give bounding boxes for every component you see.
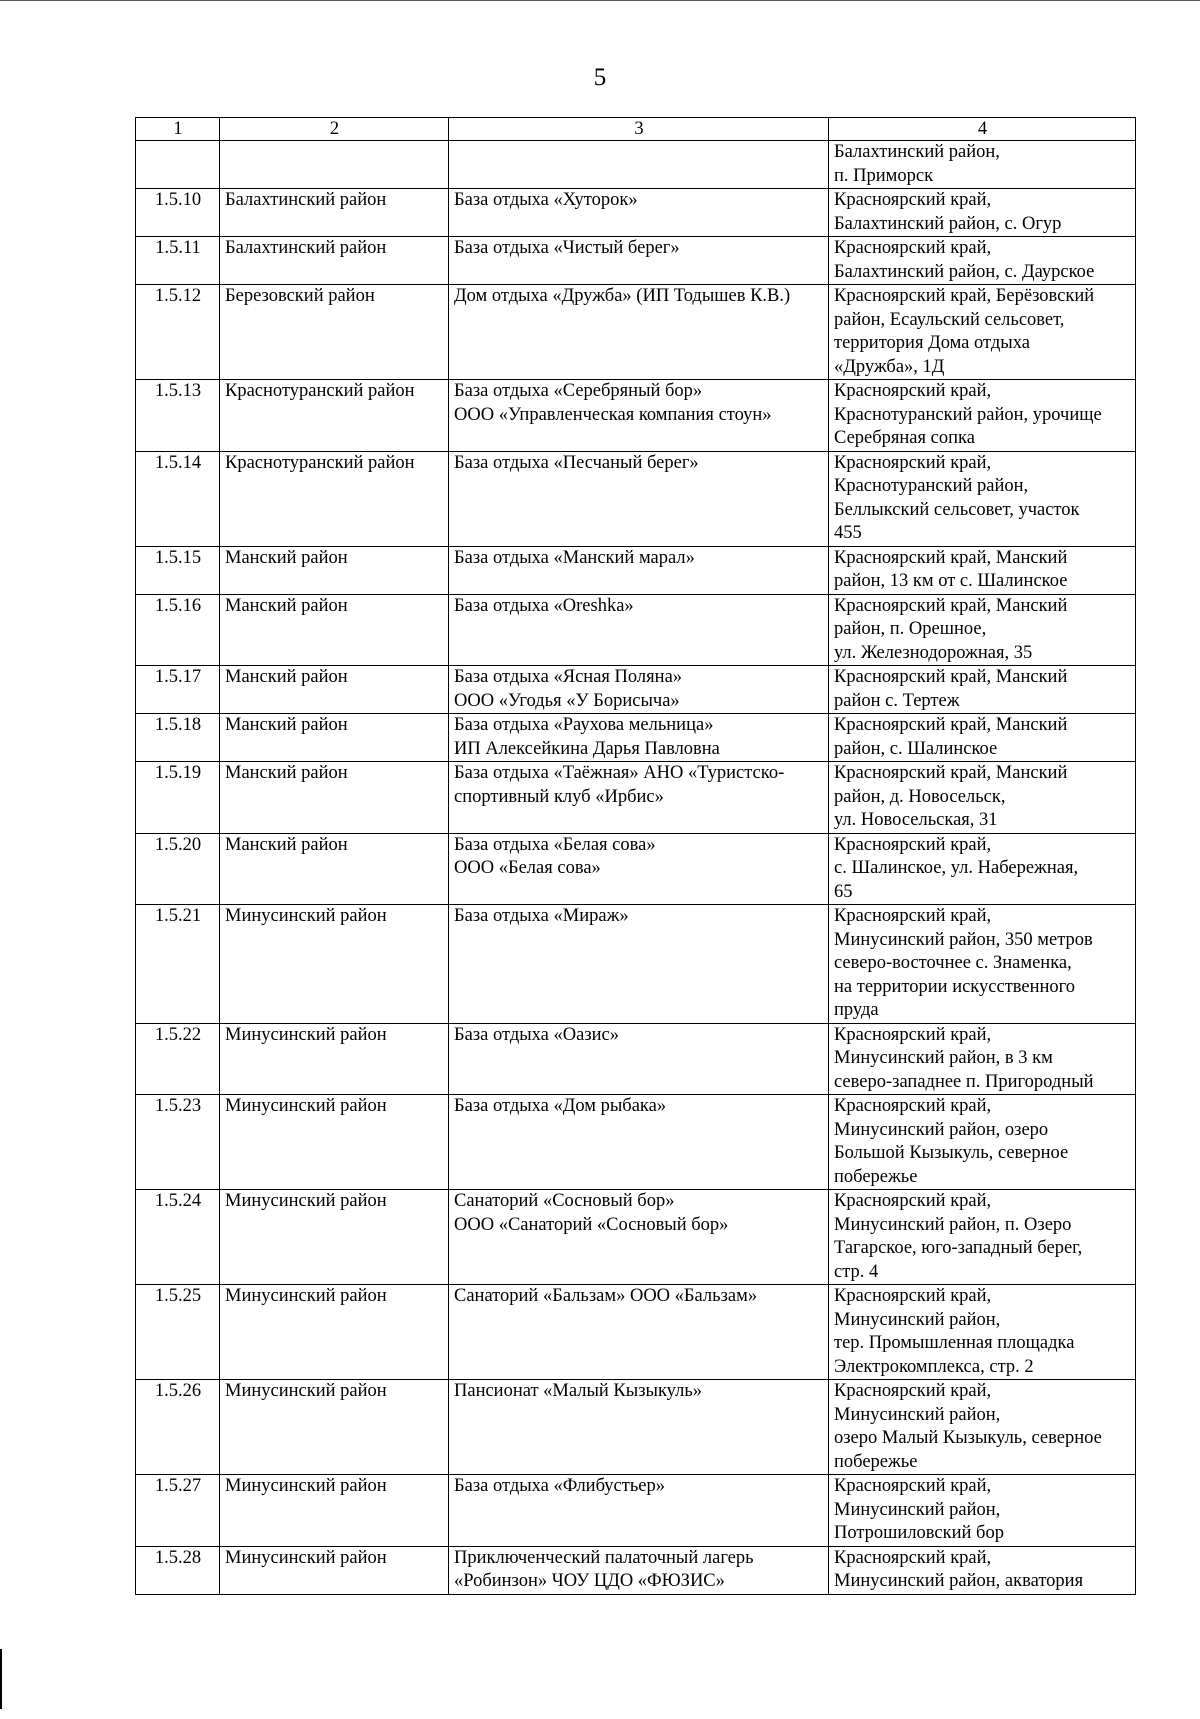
address-line: Минусинский район, — [834, 1499, 1001, 1520]
address-cell — [829, 905, 1136, 1024]
address-cell — [829, 1546, 1136, 1594]
address-line: Красноярский край, — [834, 1191, 992, 1211]
address-line: ул. Новосельская, 31 — [834, 810, 998, 830]
row-number: 1.5.20 — [136, 833, 220, 905]
facility-name-line: «Робинзон» ЧОУ ЦДО «ФЮЗИС» — [454, 1571, 725, 1591]
row-number: 1.5.28 — [136, 1546, 220, 1594]
facility-name-line: Приключенческий палаточный лагерь — [454, 1547, 754, 1568]
address-line: северо-восточнее с. Знаменка, — [834, 953, 1072, 973]
table-row — [136, 762, 1136, 834]
address-cell — [829, 380, 1136, 452]
facility-name-cell — [449, 285, 829, 380]
address-line: Тагарское, юго-западный берег, — [834, 1238, 1083, 1258]
row-number: 1.5.27 — [136, 1475, 220, 1547]
address-line: район, с. Шалинское — [834, 738, 998, 759]
district-cell: Краснотуранский район — [220, 380, 449, 452]
district-cell: Минусинский район — [220, 1023, 449, 1095]
row-number: 1.5.26 — [136, 1380, 220, 1475]
facility-name-cell — [449, 380, 829, 452]
facility-name-cell — [449, 833, 829, 905]
row-number: 1.5.23 — [136, 1095, 220, 1190]
district-cell: Краснотуранский район — [220, 451, 449, 546]
district-cell: Минусинский район — [220, 1190, 449, 1285]
facility-name-line: База отдыха «Хуторок» — [454, 190, 638, 210]
table-row — [136, 141, 1136, 189]
address-line: Красноярский край, — [834, 381, 992, 401]
row-number: 1.5.22 — [136, 1023, 220, 1095]
table-row — [136, 451, 1136, 546]
table-row — [136, 833, 1136, 905]
address-line: Электрокомплекса, стр. 2 — [834, 1356, 1034, 1377]
address-line: Красноярский край, Берёзовский — [834, 286, 1095, 306]
facility-name-line: спортивный клуб «Ирбис» — [454, 786, 664, 807]
row-number: 1.5.21 — [136, 905, 220, 1024]
district-cell: Манский район — [220, 546, 449, 594]
table-row — [136, 714, 1136, 762]
district-cell — [220, 141, 449, 189]
address-line: побережье — [834, 1166, 918, 1187]
address-cell — [829, 666, 1136, 714]
address-line: Красноярский край, — [834, 906, 992, 926]
table-row — [136, 1095, 1136, 1190]
address-line: ул. Железнодорожная, 35 — [834, 642, 1033, 663]
table-row — [136, 594, 1136, 666]
facility-name-line: ООО «Санаторий «Сосновый бор» — [454, 1214, 729, 1235]
scan-top-edge — [0, 0, 1200, 1]
facility-name-line: База отдыха «Раухова мельница» — [454, 715, 714, 735]
address-line: Красноярский край, Манский — [834, 763, 1068, 783]
address-line: Красноярский край, Манский — [834, 715, 1068, 735]
row-number: 1.5.11 — [136, 237, 220, 285]
address-line: озеро Малый Кызыкуль, северное — [834, 1428, 1102, 1448]
address-line: северо-западнее п. Пригородный — [834, 1071, 1094, 1092]
row-number: 1.5.19 — [136, 762, 220, 834]
row-number: 1.5.12 — [136, 285, 220, 380]
address-line: Красноярский край, Манский — [834, 667, 1068, 687]
facility-name-cell — [449, 1190, 829, 1285]
address-line: Минусинский район, — [834, 1404, 1001, 1425]
column-header: 1 — [136, 118, 220, 141]
table-row — [136, 1023, 1136, 1095]
column-header: 4 — [829, 118, 1136, 141]
facility-name-line: База отдыха «Таёжная» АНО «Туристско- — [454, 763, 785, 783]
table-row — [136, 1546, 1136, 1594]
address-line: с. Шалинское, ул. Набережная, — [834, 858, 1079, 878]
facility-name-cell — [449, 1546, 829, 1594]
district-cell: Манский район — [220, 762, 449, 834]
address-line: на территории искусственного — [834, 976, 1076, 997]
district-cell: Манский район — [220, 714, 449, 762]
address-cell — [829, 451, 1136, 546]
table-row — [136, 285, 1136, 380]
scan-left-edge — [0, 1649, 2, 1709]
facility-name-line: База отдыха «Флибустьер» — [454, 1476, 665, 1496]
facility-name-line: ИП Алексейкина Дарья Павловна — [454, 738, 720, 759]
address-line: Минусинский район, — [834, 1309, 1001, 1330]
facility-name-line: База отдыха «Белая сова» — [454, 834, 656, 855]
row-number: 1.5.15 — [136, 546, 220, 594]
district-cell: Манский район — [220, 666, 449, 714]
row-number — [136, 141, 220, 189]
facility-name-line: База отдыха «Чистый берег» — [454, 238, 680, 258]
district-cell: Минусинский район — [220, 1285, 449, 1380]
district-cell: Манский район — [220, 594, 449, 666]
facility-name-cell — [449, 594, 829, 666]
district-cell: Минусинский район — [220, 905, 449, 1024]
address-cell — [829, 189, 1136, 237]
facility-name-line: База отдыха «Дом рыбака» — [454, 1096, 667, 1116]
address-line: Серебряная сопка — [834, 428, 975, 448]
facility-name-line: Санаторий «Бальзам» ООО «Бальзам» — [454, 1286, 758, 1306]
address-cell — [829, 594, 1136, 666]
facility-name-line: База отдыха «Oreshka» — [454, 595, 634, 616]
address-cell — [829, 237, 1136, 285]
address-line: Красноярский край, — [834, 1286, 992, 1306]
row-number: 1.5.17 — [136, 666, 220, 714]
row-number: 1.5.24 — [136, 1190, 220, 1285]
facility-name-line: ООО «Угодья «У Борисыча» — [454, 690, 680, 711]
address-line: район с. Тертеж — [834, 690, 960, 711]
facility-name-cell — [449, 237, 829, 285]
facility-name-cell — [449, 1095, 829, 1190]
table-row — [136, 1190, 1136, 1285]
address-line: Красноярский край, — [834, 834, 992, 855]
address-cell — [829, 546, 1136, 594]
facility-name-line: База отдыха «Оазис» — [454, 1024, 620, 1045]
district-cell: Минусинский район — [220, 1475, 449, 1547]
address-line: Краснотуранский район, — [834, 476, 1029, 496]
facility-name-line: ООО «Белая сова» — [454, 858, 601, 878]
facility-name-cell — [449, 1475, 829, 1547]
facility-name-line: ООО «Управленческая компания стоун» — [454, 404, 772, 425]
facility-name-cell — [449, 714, 829, 762]
facility-name-cell — [449, 546, 829, 594]
address-line: Красноярский край, Манский — [834, 595, 1068, 616]
address-cell — [829, 833, 1136, 905]
facility-name-cell — [449, 451, 829, 546]
address-cell — [829, 1285, 1136, 1380]
table-row — [136, 905, 1136, 1024]
district-cell: Минусинский район — [220, 1380, 449, 1475]
table-row — [136, 666, 1136, 714]
address-line: Красноярский край, — [834, 1381, 992, 1401]
address-line: Минусинский район, п. Озеро — [834, 1214, 1072, 1235]
address-line: тер. Промышленная площадка — [834, 1333, 1075, 1353]
table-row — [136, 237, 1136, 285]
row-number: 1.5.13 — [136, 380, 220, 452]
table-body — [136, 141, 1136, 1595]
row-number: 1.5.14 — [136, 451, 220, 546]
address-line: Беллыкский сельсовет, участок — [834, 499, 1080, 520]
table-row — [136, 189, 1136, 237]
address-line: Балахтинский район, с. Огур — [834, 213, 1062, 234]
address-line: район, Есаульский сельсовет, — [834, 309, 1065, 330]
facility-name-cell — [449, 905, 829, 1024]
row-number: 1.5.16 — [136, 594, 220, 666]
facility-name-cell — [449, 762, 829, 834]
address-line: Большой Кызыкуль, северное — [834, 1143, 1069, 1163]
address-line: пруда — [834, 1000, 879, 1020]
facility-name-line: Санаторий «Сосновый бор» — [454, 1191, 675, 1211]
facility-name-line: База отдыха «Ясная Поляна» — [454, 667, 683, 687]
address-line: Минусинский район, в 3 км — [834, 1048, 1053, 1068]
address-line: стр. 4 — [834, 1261, 879, 1282]
facility-name-cell — [449, 189, 829, 237]
table-row — [136, 546, 1136, 594]
address-line: 65 — [834, 881, 853, 902]
address-line: Красноярский край, — [834, 1096, 992, 1116]
district-cell: Балахтинский район — [220, 237, 449, 285]
address-line: «Дружба», 1Д — [834, 356, 945, 377]
facility-name-line: База отдыха «Песчаный берег» — [454, 452, 699, 473]
address-cell — [829, 141, 1136, 189]
address-line: п. Приморск — [834, 165, 934, 186]
facility-name-line: Дом отдыха «Дружба» (ИП Тодышев К.В.) — [454, 286, 791, 306]
address-line: Балахтинский район, — [834, 142, 1000, 162]
facility-name-cell — [449, 666, 829, 714]
address-line: район, д. Новосельск, — [834, 786, 1006, 807]
address-cell — [829, 762, 1136, 834]
district-cell: Балахтинский район — [220, 189, 449, 237]
row-number: 1.5.18 — [136, 714, 220, 762]
address-line: Балахтинский район, с. Даурское — [834, 261, 1095, 282]
address-cell — [829, 714, 1136, 762]
row-number: 1.5.25 — [136, 1285, 220, 1380]
address-line: район, п. Орешное, — [834, 619, 987, 639]
facility-name-cell — [449, 141, 829, 189]
address-line: побережье — [834, 1451, 918, 1472]
facility-name-line: База отдыха «Манский марал» — [454, 547, 695, 568]
address-line: территория Дома отдыха — [834, 333, 1030, 353]
district-cell: Манский район — [220, 833, 449, 905]
column-header: 3 — [449, 118, 829, 141]
column-header: 2 — [220, 118, 449, 141]
address-line: район, 13 км от с. Шалинское — [834, 571, 1068, 591]
address-line: Минусинский район, акватория — [834, 1571, 1084, 1591]
registry-table — [135, 117, 1136, 1595]
address-line: Потрошиловский бор — [834, 1523, 1004, 1543]
facility-name-cell — [449, 1023, 829, 1095]
table-row — [136, 1285, 1136, 1380]
facility-name-cell — [449, 1380, 829, 1475]
address-line: Минусинский район, озеро — [834, 1119, 1049, 1140]
address-line: Красноярский край, — [834, 1547, 992, 1568]
row-number: 1.5.10 — [136, 189, 220, 237]
address-line: Красноярский край, Манский — [834, 547, 1068, 568]
address-line: Красноярский край, — [834, 1024, 992, 1045]
address-line: Минусинский район, 350 метров — [834, 929, 1093, 950]
address-line: Красноярский край, — [834, 1476, 992, 1496]
district-cell: Минусинский район — [220, 1095, 449, 1190]
facility-name-cell — [449, 1285, 829, 1380]
address-cell — [829, 1023, 1136, 1095]
address-line: Краснотуранский район, урочище — [834, 404, 1102, 425]
table-row — [136, 1380, 1136, 1475]
facility-name-line: База отдыха «Серебряный бор» — [454, 381, 703, 401]
header-row — [136, 118, 1136, 141]
address-line: Красноярский край, — [834, 238, 992, 258]
address-line: Красноярский край, — [834, 452, 992, 473]
address-cell — [829, 1190, 1136, 1285]
page-number: 5 — [593, 64, 607, 91]
table-row — [136, 1475, 1136, 1547]
address-line: 455 — [834, 523, 862, 543]
facility-name-line: База отдыха «Мираж» — [454, 906, 629, 926]
district-cell: Минусинский район — [220, 1546, 449, 1594]
district-cell: Березовский район — [220, 285, 449, 380]
address-line: Красноярский край, — [834, 190, 992, 210]
facility-name-line: Пансионат «Малый Кызыкуль» — [454, 1381, 703, 1401]
address-cell — [829, 1095, 1136, 1190]
address-cell — [829, 1475, 1136, 1547]
address-cell — [829, 285, 1136, 380]
table-row — [136, 380, 1136, 452]
address-cell — [829, 1380, 1136, 1475]
